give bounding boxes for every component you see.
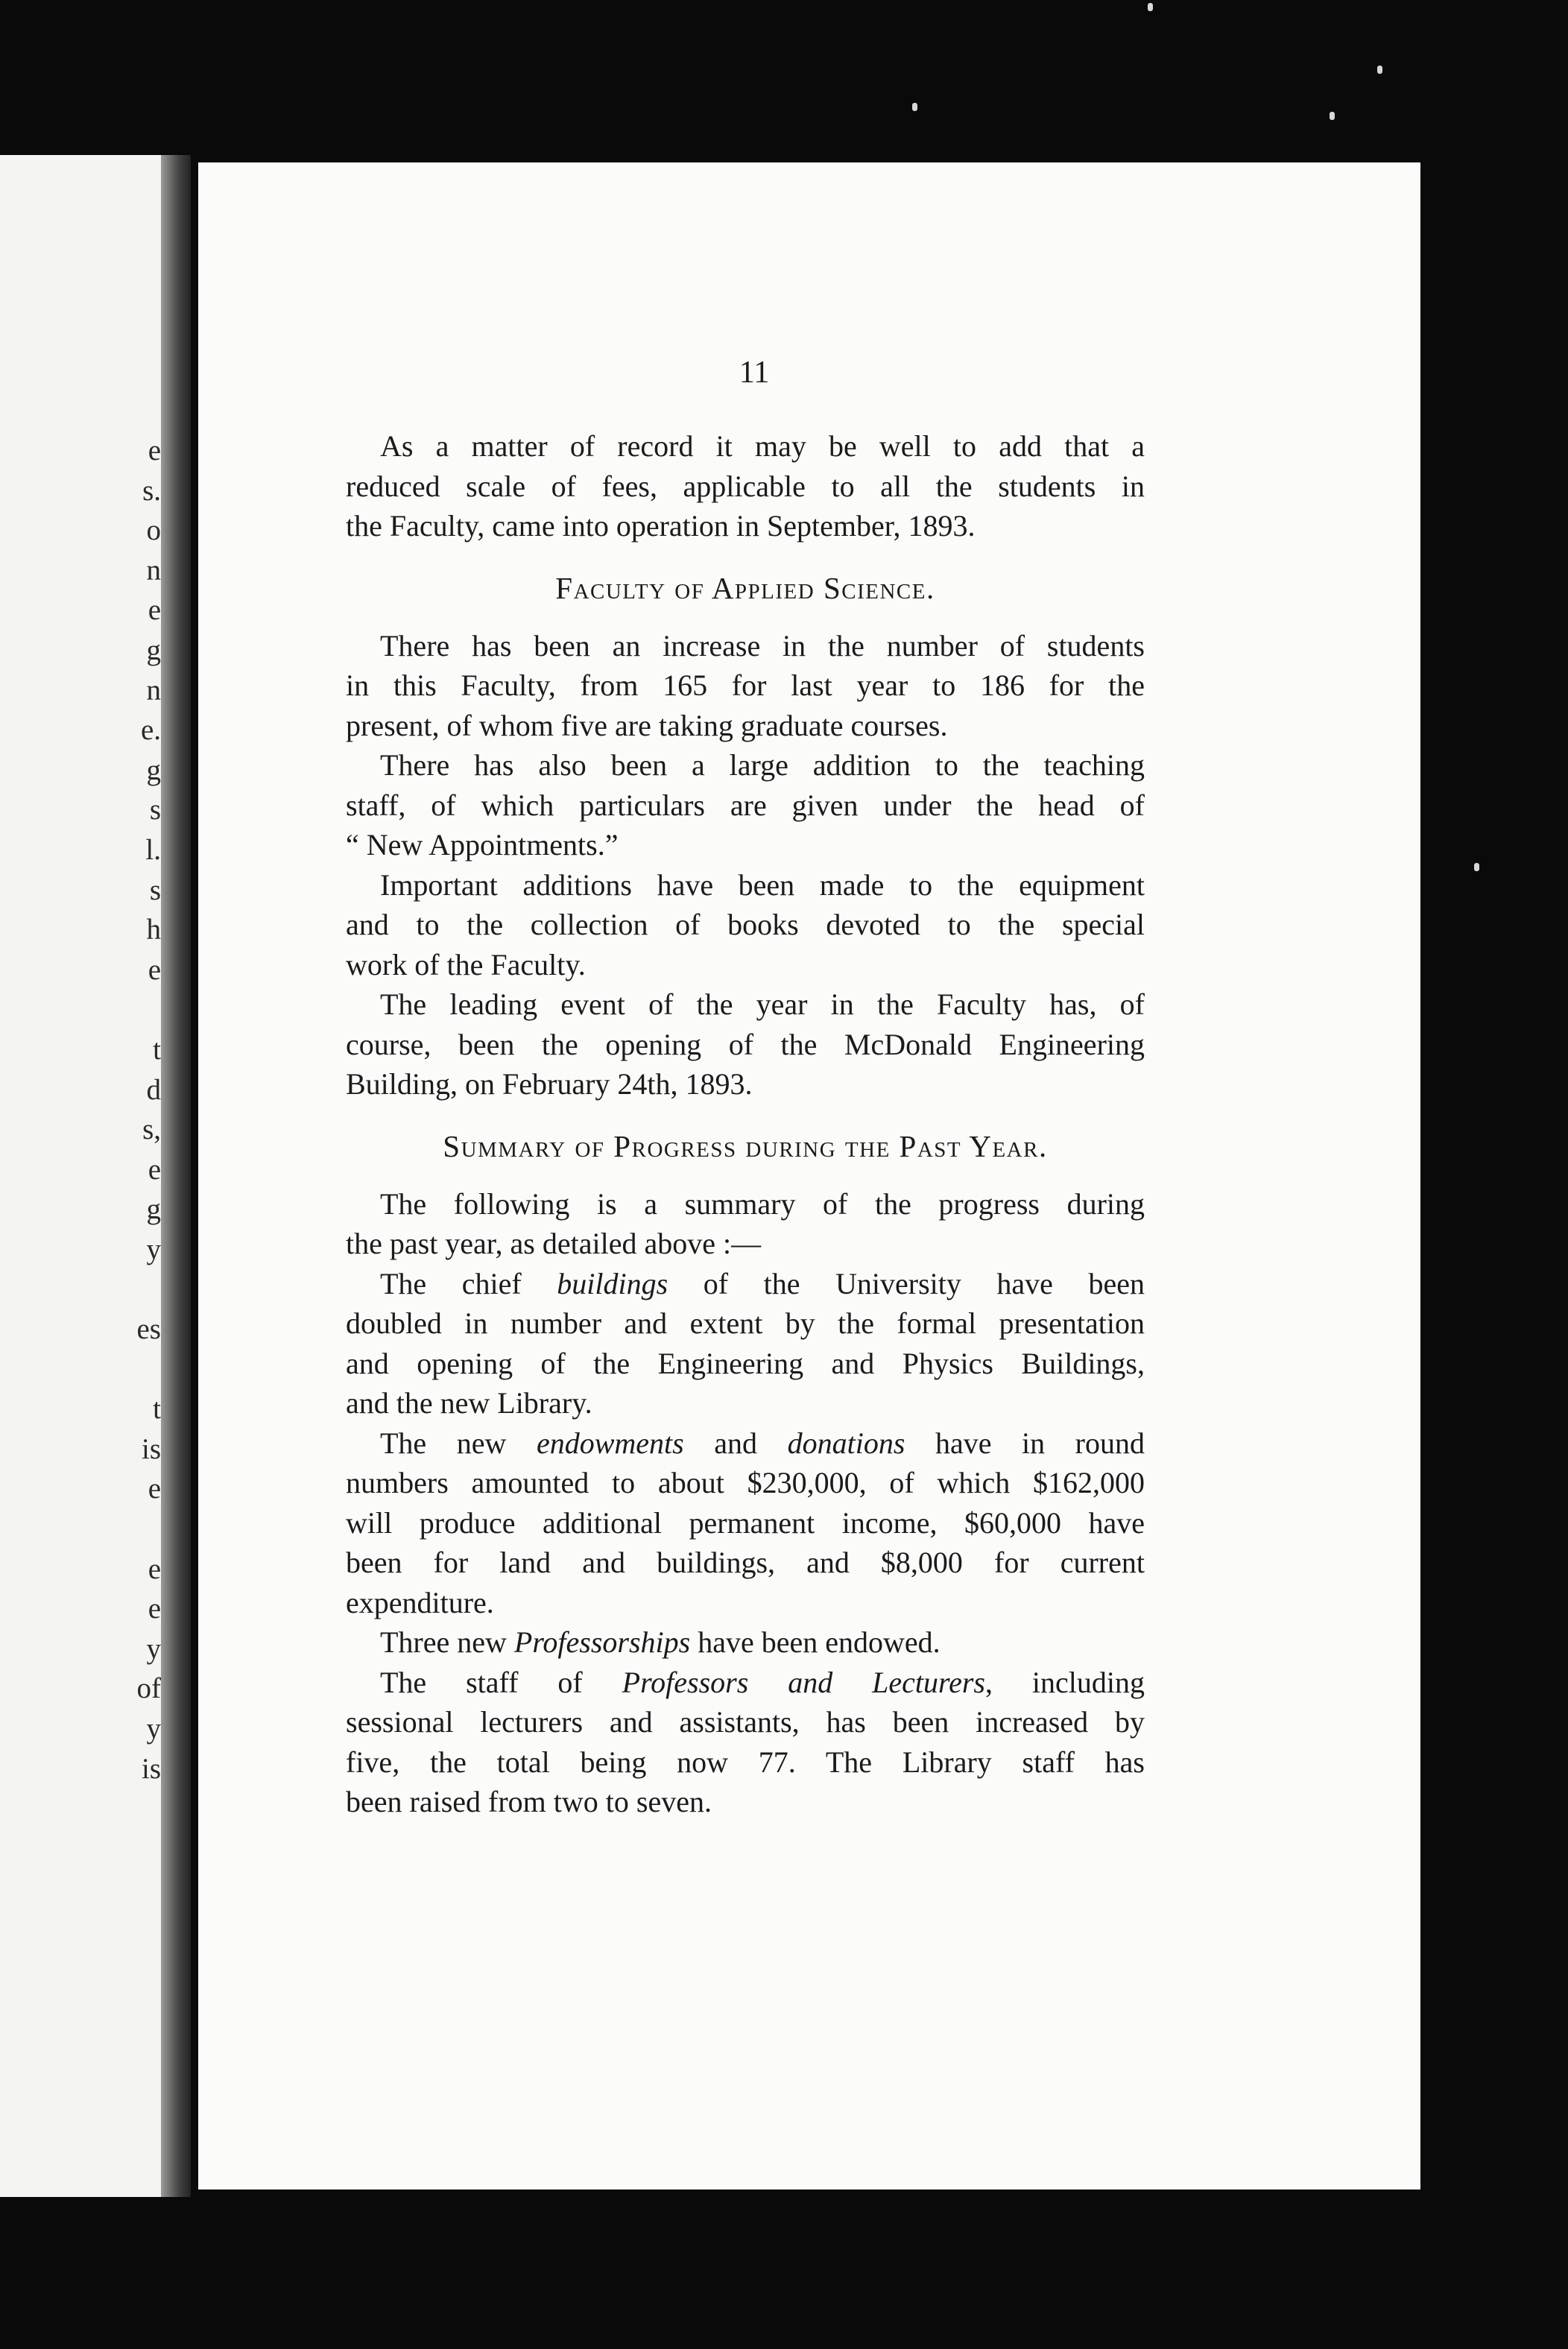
left-fragment: e (148, 953, 161, 986)
left-fragment: s (149, 794, 161, 826)
paragraph (346, 745, 1145, 865)
text-line: “ New Appointments.” (346, 828, 619, 861)
left-fragment (0, 1509, 161, 1549)
scan-speck (1148, 3, 1153, 11)
text-line: reduced scale of fees, applicable to all the students in (346, 469, 1145, 503)
text-line: will produce additional permanent income, $60,000 have (346, 1505, 1145, 1540)
left-fragment: y (146, 1713, 161, 1745)
section-heading: Summary of Progress during the Past Year. (443, 1128, 1048, 1163)
text-line: doubled in number and extent by the formal presentation (346, 1306, 1145, 1340)
text-line: the past year, as detailed above :— (346, 1227, 762, 1260)
paragraph (346, 426, 1145, 546)
left-fragment: t (153, 1393, 161, 1426)
scan-speck (1377, 66, 1382, 74)
left-fragment: e (148, 434, 161, 467)
left-fragment: n (146, 674, 161, 706)
left-fragment: l. (145, 833, 161, 866)
left-fragment (0, 1269, 161, 1309)
text-line: The new endowments and donations have in round (380, 1426, 1145, 1460)
text-line: The following is a summary of the progress during (380, 1186, 1145, 1221)
text-line: and the new Library. (346, 1386, 592, 1420)
paragraph (346, 1622, 1145, 1663)
text-line: been for land and buildings, and $8,000 for current (346, 1546, 1145, 1579)
left-fragment (0, 990, 161, 1030)
left-fragment: e (148, 1552, 161, 1585)
page-number: 11 (739, 355, 770, 390)
text-line: The chief buildings of the University have been (380, 1266, 1145, 1300)
text-line: The staff of Professors and Lecturers, including (380, 1665, 1145, 1699)
left-facing-page (0, 155, 191, 2197)
text-line: Important additions have been made to the equipment (380, 867, 1145, 902)
text-line: As a matter of record it may be well to add that a (380, 429, 1145, 463)
left-fragment: d (146, 1073, 161, 1106)
left-page-fragments (0, 431, 161, 1789)
text-line: and opening of the Engineering and Physics Buildings, (346, 1346, 1145, 1380)
left-fragment: s. (142, 474, 161, 507)
text-line: Building, on February 24th, 1893. (346, 1067, 753, 1101)
left-fragment: is (141, 1752, 161, 1785)
left-fragment: g (146, 753, 161, 786)
left-fragment: t (153, 1033, 161, 1066)
left-fragment: e (148, 1153, 161, 1186)
scan-speck (1330, 112, 1335, 120)
left-fragment: g (146, 633, 161, 666)
page-body (346, 426, 1145, 1822)
left-fragment: e. (140, 714, 161, 747)
paragraph (346, 1663, 1145, 1822)
left-fragment: s, (142, 1113, 161, 1146)
text-line: work of the Faculty. (346, 947, 586, 981)
left-fragment: e (148, 1473, 161, 1505)
left-fragment: y (146, 1233, 161, 1265)
paragraph (346, 984, 1145, 1104)
text-line: the Faculty, came into operation in September, 1893. (346, 509, 976, 543)
text-line: in this Faculty, from 165 for last year to 186 for the (346, 668, 1145, 702)
text-line: sessional lecturers and assistants, has been increased by (346, 1705, 1145, 1739)
text-line: course, been the opening of the McDonald Engineering (346, 1027, 1145, 1061)
left-fragment: is (141, 1432, 161, 1465)
text-line: and to the collection of books devoted to the special (346, 908, 1145, 941)
left-fragment (0, 1350, 161, 1390)
text-line: five, the total being now 77. The Library staff has (346, 1745, 1145, 1779)
text-line: staff, of which particulars are given under the head of (346, 788, 1145, 822)
paragraph (346, 1264, 1145, 1423)
text-line: Three new Professorships have been endowed. (380, 1625, 941, 1659)
left-fragment: s (149, 873, 161, 906)
text-line: present, of whom five are taking graduate courses. (346, 708, 948, 742)
left-fragment: y (146, 1632, 161, 1665)
section-heading: Faculty of Applied Science. (555, 570, 935, 605)
text-line: There has been an increase in the number of students (380, 628, 1145, 663)
paragraph (346, 865, 1145, 985)
text-line: There has also been a large addition to the teaching (380, 748, 1145, 782)
text-line: been raised from two to seven. (346, 1785, 712, 1818)
left-fragment: e (148, 594, 161, 627)
left-fragment: o (146, 514, 161, 547)
text-line: numbers amounted to about $230,000, of which $162,000 (346, 1466, 1145, 1499)
left-fragment: es (136, 1313, 161, 1346)
paragraph (346, 626, 1145, 746)
left-fragment: e (148, 1593, 161, 1625)
text-line: expenditure. (346, 1585, 494, 1619)
left-fragment: g (146, 1193, 161, 1226)
paragraph (346, 1423, 1145, 1623)
left-fragment: n (146, 554, 161, 587)
left-fragment: of (136, 1672, 161, 1705)
text-line: The leading event of the year in the Faculty has, of (380, 987, 1145, 1021)
book-gutter (161, 155, 191, 2197)
scan-speck (1474, 863, 1479, 871)
paragraph (346, 1184, 1145, 1264)
scan-speck (912, 103, 917, 111)
left-fragment: h (146, 914, 161, 946)
